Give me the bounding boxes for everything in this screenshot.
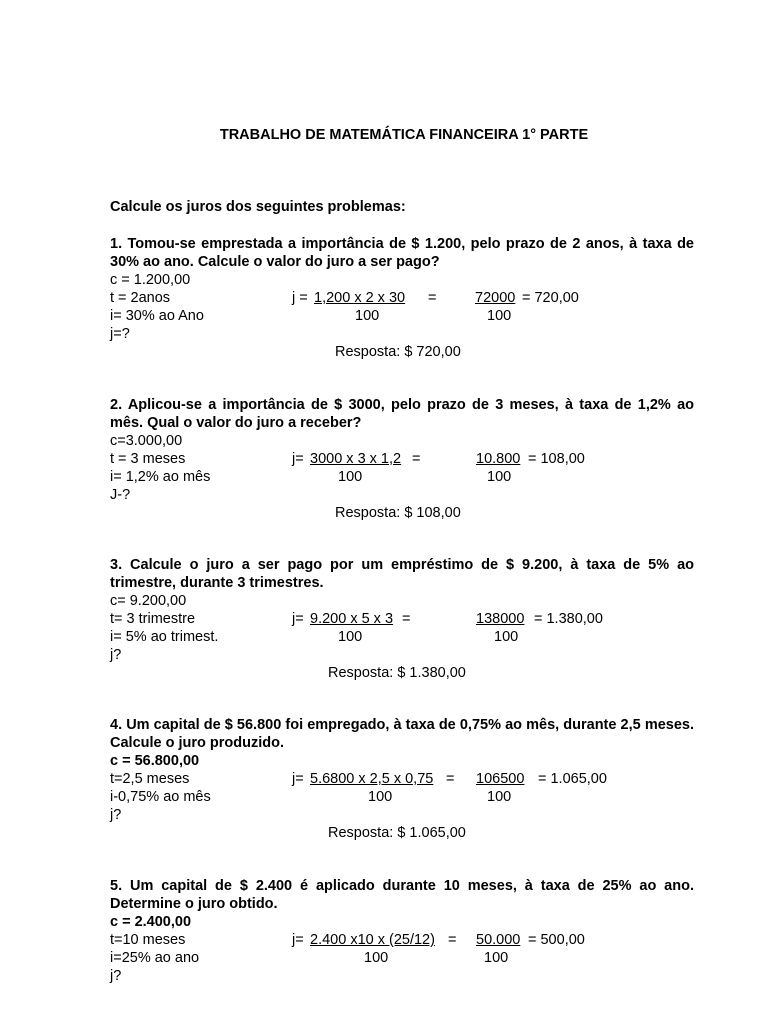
formula-equals: = xyxy=(412,451,421,467)
formula-denominator: 100 xyxy=(338,629,363,645)
formula-prefix: j= xyxy=(292,451,304,467)
result-numerator: 72000 xyxy=(475,290,516,306)
formula-numerator: 5.6800 x 2,5 x 0,75 xyxy=(310,771,434,787)
instructions: Calcule os juros dos seguintes problemas: xyxy=(110,199,406,215)
problem-question: 3. Calcule o juro a ser pago por um empréstimo de $ 9.200, à taxa de 5% ao trimestre, durante 3 trimestres. xyxy=(110,557,694,591)
interest-line: j? xyxy=(110,647,122,663)
interest-line: j? xyxy=(110,968,122,984)
interest-line: J-? xyxy=(110,487,131,503)
formula-numerator: 3000 x 3 x 1,2 xyxy=(310,451,402,467)
problem-question: 5. Um capital de $ 2.400 é aplicado durante 10 meses, à taxa de 25% ao ano. Determine o juro obtido. xyxy=(110,878,694,912)
formula-prefix: j= xyxy=(292,611,304,627)
capital-line: c=3.000,00 xyxy=(110,433,183,449)
time-line: t= 3 trimestre xyxy=(110,611,196,627)
answer: Resposta: $ 108,00 xyxy=(335,505,461,521)
rate-line: i= 30% ao Ano xyxy=(110,308,204,324)
formula-equals: = xyxy=(446,771,455,787)
problem-3 xyxy=(110,556,694,682)
result-denominator: 100 xyxy=(487,789,512,805)
interest-line: j? xyxy=(110,807,122,823)
result-numerator: 10.800 xyxy=(476,451,521,467)
problem-2 xyxy=(110,396,694,522)
formula-equals: = xyxy=(448,932,457,948)
time-line: t=10 meses xyxy=(110,932,186,948)
time-line: t = 3 meses xyxy=(110,451,186,467)
result-denominator: 100 xyxy=(484,950,509,966)
problem-4 xyxy=(110,716,694,842)
formula-numerator: 1,200 x 2 x 30 xyxy=(314,290,406,306)
formula-prefix: j = xyxy=(292,290,308,306)
formula-prefix: j= xyxy=(292,771,304,787)
formula-equals: = xyxy=(428,290,437,306)
rate-line: i=25% ao ano xyxy=(110,950,200,966)
formula-denominator: 100 xyxy=(338,469,363,485)
problem-question: 1. Tomou-se emprestada a importância de $ 1.200, pelo prazo de 2 anos, à taxa de 30% ao ano. Calcule o valor do juro a ser pago? xyxy=(110,236,694,270)
capital-line: c = 2.400,00 xyxy=(110,914,192,930)
formula-prefix: j= xyxy=(292,932,304,948)
time-line: t = 2anos xyxy=(110,290,171,306)
result-denominator: 100 xyxy=(487,469,512,485)
result-value: = 108,00 xyxy=(528,451,585,467)
answer: Resposta: $ 720,00 xyxy=(335,344,461,360)
result-numerator: 106500 xyxy=(476,771,525,787)
formula-denominator: 100 xyxy=(364,950,389,966)
problem-1 xyxy=(110,235,694,361)
result-value: = 1.380,00 xyxy=(534,611,603,627)
formula-equals: = xyxy=(402,611,411,627)
result-denominator: 100 xyxy=(494,629,519,645)
capital-line: c= 9.200,00 xyxy=(110,593,187,609)
result-numerator: 138000 xyxy=(476,611,525,627)
answer: Resposta: $ 1.065,00 xyxy=(328,825,466,841)
result-numerator: 50.000 xyxy=(476,932,521,948)
result-value: = 500,00 xyxy=(528,932,585,948)
formula-denominator: 100 xyxy=(368,789,393,805)
capital-line: c = 56.800,00 xyxy=(110,753,200,769)
document-title: TRABALHO DE MATEMÁTICA FINANCEIRA 1° PARTE xyxy=(219,127,589,143)
formula-denominator: 100 xyxy=(355,308,380,324)
result-value: = 1.065,00 xyxy=(538,771,607,787)
formula-numerator: 2.400 x10 x (25/12) xyxy=(310,932,435,948)
result-denominator: 100 xyxy=(487,308,512,324)
interest-line: j=? xyxy=(110,326,130,342)
problem-question: 4. Um capital de $ 56.800 foi empregado, à taxa de 0,75% ao mês, durante 2,5 meses. Calcule o juro produzido. xyxy=(110,717,694,751)
formula-numerator: 9.200 x 5 x 3 xyxy=(310,611,394,627)
problem-question: 2. Aplicou-se a importância de $ 3000, pelo prazo de 3 meses, à taxa de 1,2% ao mês. Qual o valor do juro a receber? xyxy=(110,397,694,431)
answer: Resposta: $ 1.380,00 xyxy=(328,665,466,681)
rate-line: i= 5% ao trimest. xyxy=(110,629,219,645)
capital-line: c = 1.200,00 xyxy=(110,272,191,288)
problem-5 xyxy=(110,877,694,985)
result-value: = 720,00 xyxy=(522,290,579,306)
rate-line: i-0,75% ao mês xyxy=(110,789,211,805)
rate-line: i= 1,2% ao mês xyxy=(110,469,211,485)
time-line: t=2,5 meses xyxy=(110,771,190,787)
